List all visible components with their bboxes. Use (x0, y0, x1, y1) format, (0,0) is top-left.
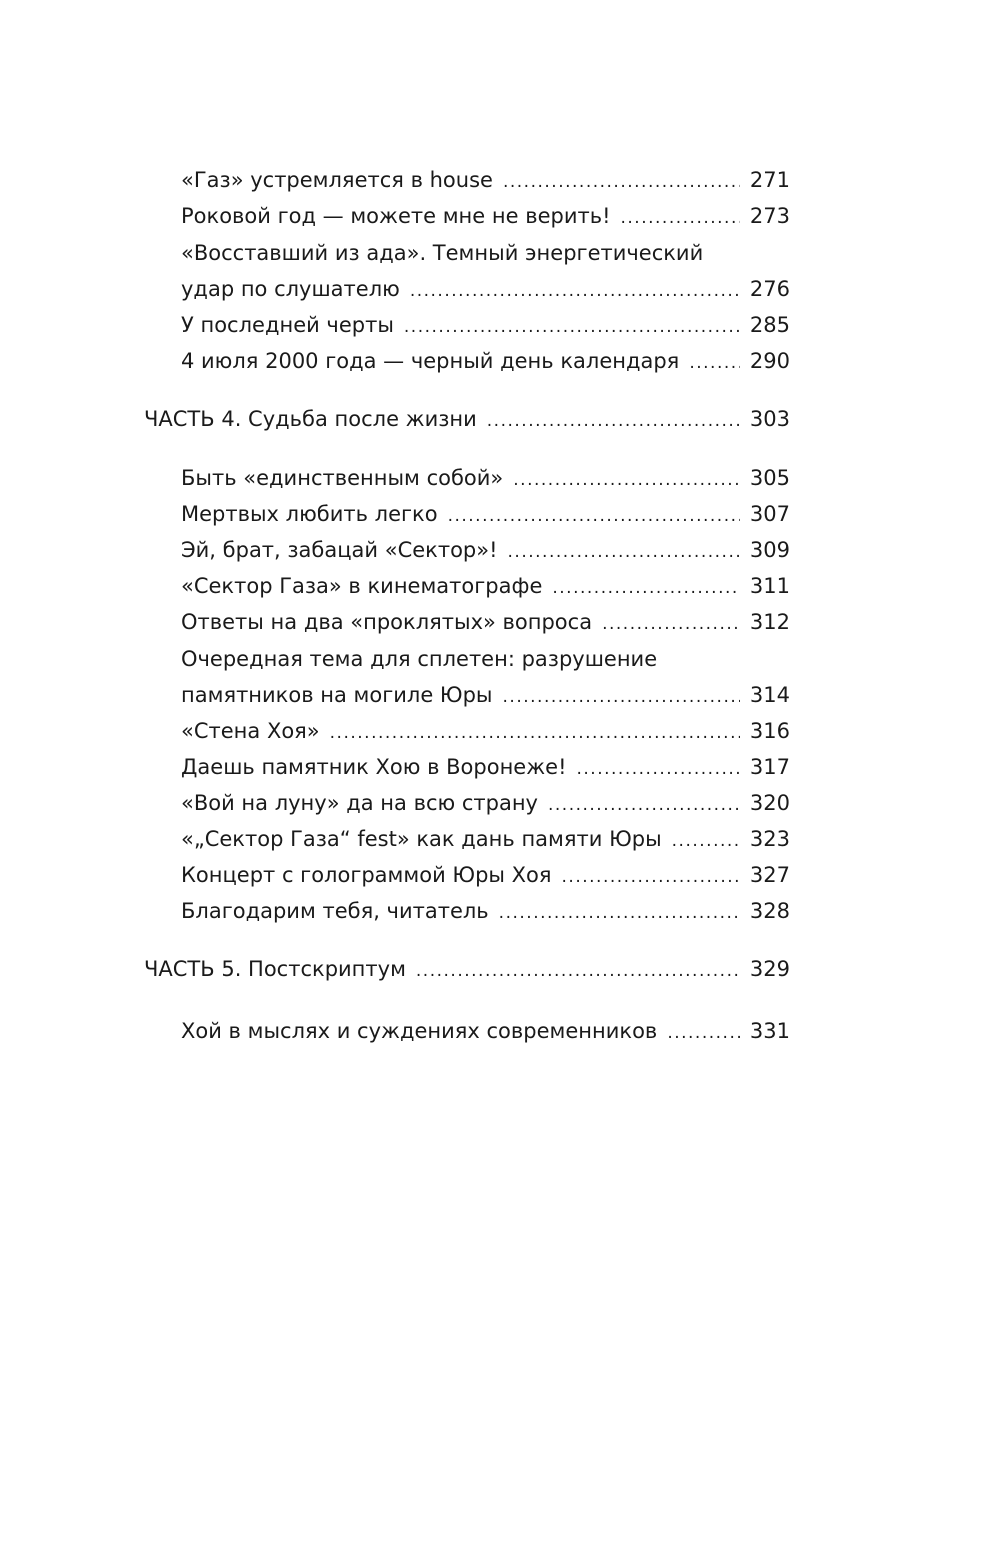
toc-entry-page: 314 (749, 683, 790, 707)
toc-entry-page: 312 (749, 610, 790, 634)
toc-part-page: 303 (749, 407, 790, 431)
dot-leader (548, 790, 740, 820)
toc-part-title: ЧАСТЬ 4. Судьба после жизни (144, 407, 477, 431)
toc-entry-first-line (181, 644, 790, 674)
dot-leader (508, 537, 740, 567)
dot-leader (672, 826, 740, 856)
toc-entry (181, 716, 790, 746)
toc-entry (181, 824, 790, 854)
toc-entry-page: 323 (749, 827, 790, 851)
toc-entry-page: 327 (749, 863, 790, 887)
toc-entry (181, 346, 790, 376)
dot-leader (552, 573, 740, 603)
toc-entry-title: «Стена Хоя» (181, 719, 320, 743)
dot-leader (577, 754, 740, 784)
toc-entry-title: Роковой год — можете мне не верить! (181, 204, 611, 228)
toc-entry-title: Мертвых любить легко (181, 502, 438, 526)
toc-part-title: ЧАСТЬ 5. Постскриптум (144, 957, 406, 981)
dot-leader (621, 203, 740, 233)
toc-entry-title: «Восставший из ада». Темный энергетический (181, 241, 704, 265)
dot-leader (562, 862, 740, 892)
toc-entry (181, 752, 790, 782)
dot-leader (503, 167, 740, 197)
toc-entry-page: 316 (749, 719, 790, 743)
toc-entry-page: 271 (749, 168, 790, 192)
toc-entry-title: Благодарим тебя, читатель (181, 899, 489, 923)
toc-entry (181, 310, 790, 340)
toc-entry (181, 463, 790, 493)
toc-entry (181, 896, 790, 926)
toc-entry-page: 307 (749, 502, 790, 526)
toc-entry-title: «„Сектор Газа“ fest» как дань памяти Юры (181, 827, 662, 851)
toc-entry-page: 285 (749, 313, 790, 337)
toc-entry-page: 309 (749, 538, 790, 562)
toc-entry-page: 305 (749, 466, 790, 490)
toc-entry-page: 276 (749, 277, 790, 301)
toc-entry-title: удар по слушателю (181, 277, 400, 301)
dot-leader (448, 501, 740, 531)
toc-entry-title: Даешь памятник Хою в Воронеже! (181, 755, 567, 779)
toc-entry (181, 860, 790, 890)
toc-entry-title: Очередная тема для сплетен: разрушение (181, 647, 658, 671)
toc-entry-page: 328 (749, 899, 790, 923)
toc-entry (181, 535, 790, 565)
toc-entry-title: Концерт с голограммой Юры Хоя (181, 863, 552, 887)
toc-entry (181, 499, 790, 529)
dot-leader (416, 956, 740, 986)
toc-part-heading (144, 404, 790, 434)
toc-entry (181, 274, 790, 304)
toc-entry-title: У последней черты (181, 313, 394, 337)
dot-leader (404, 312, 740, 342)
toc-entry-title: Ответы на два «проклятых» вопроса (181, 610, 593, 634)
dot-leader (513, 465, 740, 495)
toc-entry (181, 680, 790, 710)
toc-entry-title: Эй, брат, забацай «Сектор»! (181, 538, 498, 562)
toc-entry-title: 4 июля 2000 года — черный день календаря (181, 349, 680, 373)
toc-entry-title: Хой в мыслях и суждениях современников (181, 1019, 658, 1043)
toc-entry-page: 311 (749, 574, 790, 598)
toc-entry-first-line (181, 238, 790, 268)
dot-leader (410, 276, 740, 306)
toc-entry (181, 1016, 790, 1046)
toc-entry-page: 273 (749, 204, 790, 228)
toc-entry-page: 290 (749, 349, 790, 373)
toc-entry (181, 571, 790, 601)
dot-leader (487, 406, 740, 436)
toc-part-page: 329 (749, 957, 790, 981)
dot-leader (330, 718, 740, 748)
toc-part-heading (144, 954, 790, 984)
toc-entry-page: 317 (749, 755, 790, 779)
toc-entry-title: «Сектор Газа» в кинематографе (181, 574, 543, 598)
toc-entry (181, 201, 790, 231)
toc-entry-title: Быть «единственным собой» (181, 466, 504, 490)
toc-entry (181, 165, 790, 195)
toc-entry (181, 607, 790, 637)
toc-entry-title: «Газ» устремляется в house (181, 168, 493, 192)
dot-leader (503, 682, 740, 712)
toc-entry-page: 320 (749, 791, 790, 815)
dot-leader (602, 609, 740, 639)
toc-entry-page: 331 (749, 1019, 790, 1043)
dot-leader (689, 348, 740, 378)
toc-entry-title: «Вой на луну» да на всю страну (181, 791, 538, 815)
dot-leader (499, 898, 740, 928)
toc-entry (181, 788, 790, 818)
toc-entry-title: памятников на могиле Юры (181, 683, 493, 707)
dot-leader (667, 1018, 740, 1048)
